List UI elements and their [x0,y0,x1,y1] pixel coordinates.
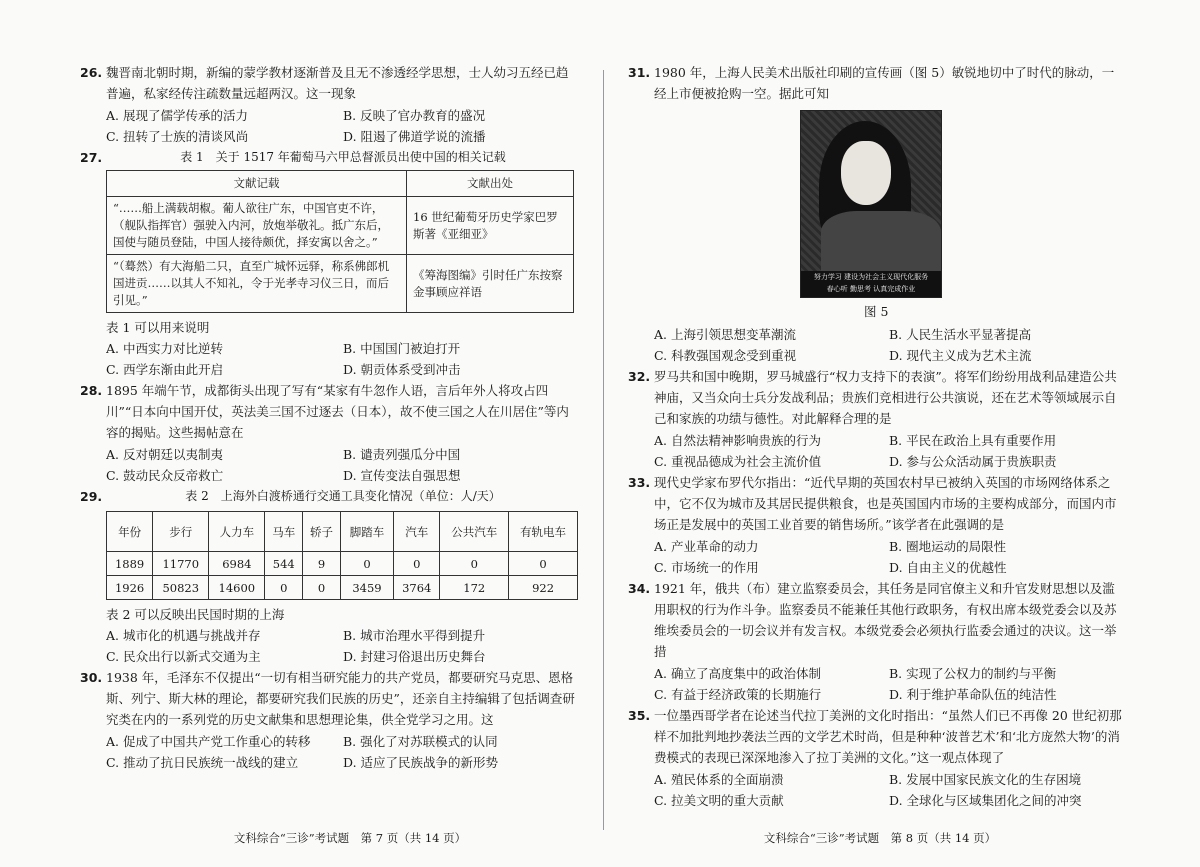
table-cell: 0 [303,576,341,600]
option-d: D. 宣传变法自强思想 [343,468,461,483]
table-1-caption: 表 1 关于 1517 年葡萄马六甲总督派员出使中国的相关记载 [180,150,506,164]
option-d: D. 封建习俗退出历史舞台 [343,649,486,664]
option-d: D. 适应了民族战争的新形势 [343,755,499,770]
table-cell: 9 [303,552,341,576]
table-cell: 50823 [153,576,209,600]
table-cell: 6984 [209,552,265,576]
question-number: 28. [80,383,103,398]
option-c: C. 有益于经济政策的长期施行 [654,687,822,702]
table-cell: 1926 [107,576,153,600]
question-number: 30. [80,670,103,685]
table-header: 有轨电车 [509,512,578,552]
question-number: 35. [628,708,651,723]
table-header: 年份 [107,512,153,552]
table-header: 人力车 [209,512,265,552]
table-cell: “（蓦然）有大海船二只，直至广城怀远驿，称系佛郎机国进贡……以其人不知礼，令于光孝寺习仪三日，而后引见。” [107,255,407,313]
question-number: 34. [628,581,651,596]
option-b: B. 反映了官办教育的盛况 [343,108,486,123]
option-c: C. 鼓动民众反帝救亡 [106,468,224,483]
question-text: 一位墨西哥学者在论述当代拉丁美洲的文化时指出：“虽然人们已不再像 20 世纪初那样不加批判地抄袭法兰西的文学艺术时尚，但是种种‘波普艺术’和‘北方庞然大物’的消费模式的表现已深深地渗入了拉丁美洲的文化。”这一观点体现了 [654,708,1122,765]
table-cell: 0 [265,576,303,600]
table-row [107,552,578,576]
option-b: B. 强化了对苏联模式的认同 [343,734,498,749]
poster-banner-line2: 春心听 勤思考 认真完成作业 [826,285,916,293]
question-35 [628,705,1124,768]
footer-page-8: 文科综合“三诊”考试题 第 8 页（共 14 页） [763,831,997,845]
option-c: C. 扭转了士族的清谈风尚 [106,129,249,144]
poster-face [841,141,891,205]
option-b: B. 城市治理水平得到提升 [343,628,486,643]
option-c: C. 市场统一的作用 [654,560,759,575]
option-b: B. 圈地运动的局限性 [889,539,1007,554]
table-cell: 3459 [340,576,393,600]
left-page [80,62,580,773]
table-1 [106,170,574,313]
option-c: C. 民众出行以新式交通为主 [106,649,261,664]
options-29 [80,625,580,667]
question-28 [80,380,580,443]
options-32 [628,430,1124,472]
question-text: 1921 年，俄共（布）建立监察委员会，其任务是同官僚主义和升官发财思想以及滥用职权的行为作斗争。监察委员不能兼任其他行政职务，有权出席本级党委会以及苏维埃委员会的一切会议并有发言权。本级党委会必须执行监委会通过的决议。这一举措 [654,581,1117,659]
table-cell: 0 [340,552,393,576]
question-29 [80,486,580,507]
question-31 [628,62,1124,104]
option-c: C. 推动了抗日民族统一战线的建立 [106,755,299,770]
footer-page-7: 文科综合“三诊”考试题 第 7 页（共 14 页） [233,831,467,845]
table-header: 步行 [153,512,209,552]
right-page [628,62,1124,811]
question-lead: 表 1 可以用来说明 [106,320,210,335]
option-c: C. 西学东渐由此开启 [106,362,224,377]
option-c: C. 科教强国观念受到重视 [654,348,797,363]
question-number: 31. [628,65,651,80]
option-c: C. 拉美文明的重大贡献 [654,793,784,808]
option-a: A. 殖民体系的全面崩溃 [654,772,784,787]
question-34 [628,578,1124,662]
option-b: B. 中国国门被迫打开 [343,341,461,356]
question-text: 1980 年，上海人民美术出版社印刷的宣传画（图 5）敏锐地切中了时代的脉动，一经上市便被抢购一空。据此可知 [654,65,1115,101]
table-row [107,197,574,255]
option-a: A. 城市化的机遇与挑战并存 [106,628,261,643]
question-26 [80,62,580,104]
option-b: B. 发展中国家民族文化的生存困境 [889,772,1082,787]
table-header: 脚踏车 [340,512,393,552]
option-a: A. 促成了中国共产党工作重心的转移 [106,734,311,749]
options-34 [628,663,1124,705]
options-35 [628,769,1124,811]
question-33 [628,472,1124,535]
table-header: 文献出处 [407,171,574,197]
poster-banner [801,271,941,297]
table-cell: “……船上满载胡椒。葡人欲往广东，中国官吏不许，（舰队指挥官）强驶入内河，放炮举敬礼。抵广东后，国使与随员登陆，中国人接待颇优，择安寓以舍之。” [107,197,407,255]
table-cell: 《筹海图编》引时任广东按察金事顾应祥语 [407,255,574,313]
table-header: 轿子 [303,512,341,552]
option-a: A. 产业革命的动力 [654,539,759,554]
options-28 [80,444,580,486]
table-cell: 0 [440,552,509,576]
table-2 [106,511,578,600]
table-cell: 0 [394,552,440,576]
question-lead: 表 2 可以反映出民国时期的上海 [106,607,285,622]
question-text: 魏晋南北朝时期，新编的蒙学教材逐渐普及且无不渗透经学思想，士人幼习五经已趋普遍，私家经传注疏数量远超两汉。这一现象 [106,65,569,101]
option-a: A. 中西实力对比逆转 [106,341,223,356]
option-d: D. 全球化与区域集团化之间的冲突 [889,793,1082,808]
option-d: D. 自由主义的优越性 [889,560,1007,575]
question-number: 29. [80,489,103,504]
question-number: 32. [628,369,651,384]
table-header: 汽车 [394,512,440,552]
table-header: 文献记载 [107,171,407,197]
options-27 [80,338,580,380]
options-33 [628,536,1124,578]
option-a: A. 反对朝廷以夷制夷 [106,447,223,462]
question-text: 罗马共和国中晚期，罗马城盛行“权力支持下的表演”。将军们纷纷用战利品建造公共神庙，又当众向士兵分发战利品；贵族们竞相进行公共演说，还在艺术等领域展示自己和家族的功绩与德性。对此解释合理的是 [654,369,1117,426]
question-number: 33. [628,475,651,490]
question-30 [80,667,580,730]
option-c: C. 重视品德成为社会主流价值 [654,454,822,469]
option-b: B. 人民生活水平显著提高 [889,327,1032,342]
table-header: 马车 [265,512,303,552]
table-cell: 0 [509,552,578,576]
table-cell: 172 [440,576,509,600]
figure-5-poster [800,110,942,298]
page-divider [603,70,604,830]
option-a: A. 确立了高度集中的政治体制 [654,666,821,681]
table-row [107,576,578,600]
question-text: 1895 年端午节，成都街头出现了写有“某家有牛忽作人语，言后年外人将攻占四川”“日本向中国开仗，英法美三国不过逐去（日本），故不使三国之人在川居住”等内容的揭贴。这些揭帖意在 [106,383,569,440]
table-cell: 3764 [394,576,440,600]
table-cell: 1889 [107,552,153,576]
option-d: D. 阻遏了佛道学说的流播 [343,129,486,144]
question-32 [628,366,1124,429]
option-d: D. 现代主义成为艺术主流 [889,348,1032,363]
question-text: 现代史学家布罗代尔指出：“近代早期的英国农村早已被纳入英国的市场网络体系之中，它不仅为城市及其居民提供粮食，也是英国国内市场的主要构成部分，而国内市场正是发展中的英国工业首要的销售场所。”该学者在此强调的是 [654,475,1117,532]
table-cell: 14600 [209,576,265,600]
table-2-caption: 表 2 上海外白渡桥通行交通工具变化情况（单位：人/天） [185,489,501,503]
table-cell: 16 世纪葡萄牙历史学家巴罗斯著《亚细亚》 [407,197,574,255]
options-30 [80,731,580,773]
table-cell: 544 [265,552,303,576]
option-b: B. 平民在政治上具有重要作用 [889,433,1057,448]
question-number: 27. [80,150,103,165]
table-header: 公共汽车 [440,512,509,552]
option-a: A. 自然法精神影响贵族的行为 [654,433,821,448]
option-b: B. 实现了公权力的制约与平衡 [889,666,1057,681]
option-d: D. 参与公众活动属于贵族职责 [889,454,1057,469]
question-27 [80,147,580,168]
option-d: D. 利于维护革命队伍的纯洁性 [889,687,1057,702]
question-number: 26. [80,65,103,80]
options-31 [628,324,1124,366]
option-a: A. 上海引领思想变革潮流 [654,327,796,342]
table-row [107,255,574,313]
option-a: A. 展现了儒学传承的活力 [106,108,248,123]
option-b: B. 谴责列强瓜分中国 [343,447,461,462]
option-d: D. 朝贡体系受到冲击 [343,362,461,377]
figure-caption: 图 5 [864,304,889,319]
options-26 [80,105,580,147]
poster-banner-line1: 努力学习 建设为社会主义现代化服务 [813,273,929,281]
table-cell: 11770 [153,552,209,576]
table-cell: 922 [509,576,578,600]
question-text: 1938 年，毛泽东不仅提出“一切有相当研究能力的共产党员，都要研究马克思、恩格斯、列宁、斯大林的理论，都要研究我们民族的历史”，还亲自主持编辑了包括调查研究类在内的一系列党的历史文献集和思想理论集，供全党学习之用。这 [106,670,575,727]
